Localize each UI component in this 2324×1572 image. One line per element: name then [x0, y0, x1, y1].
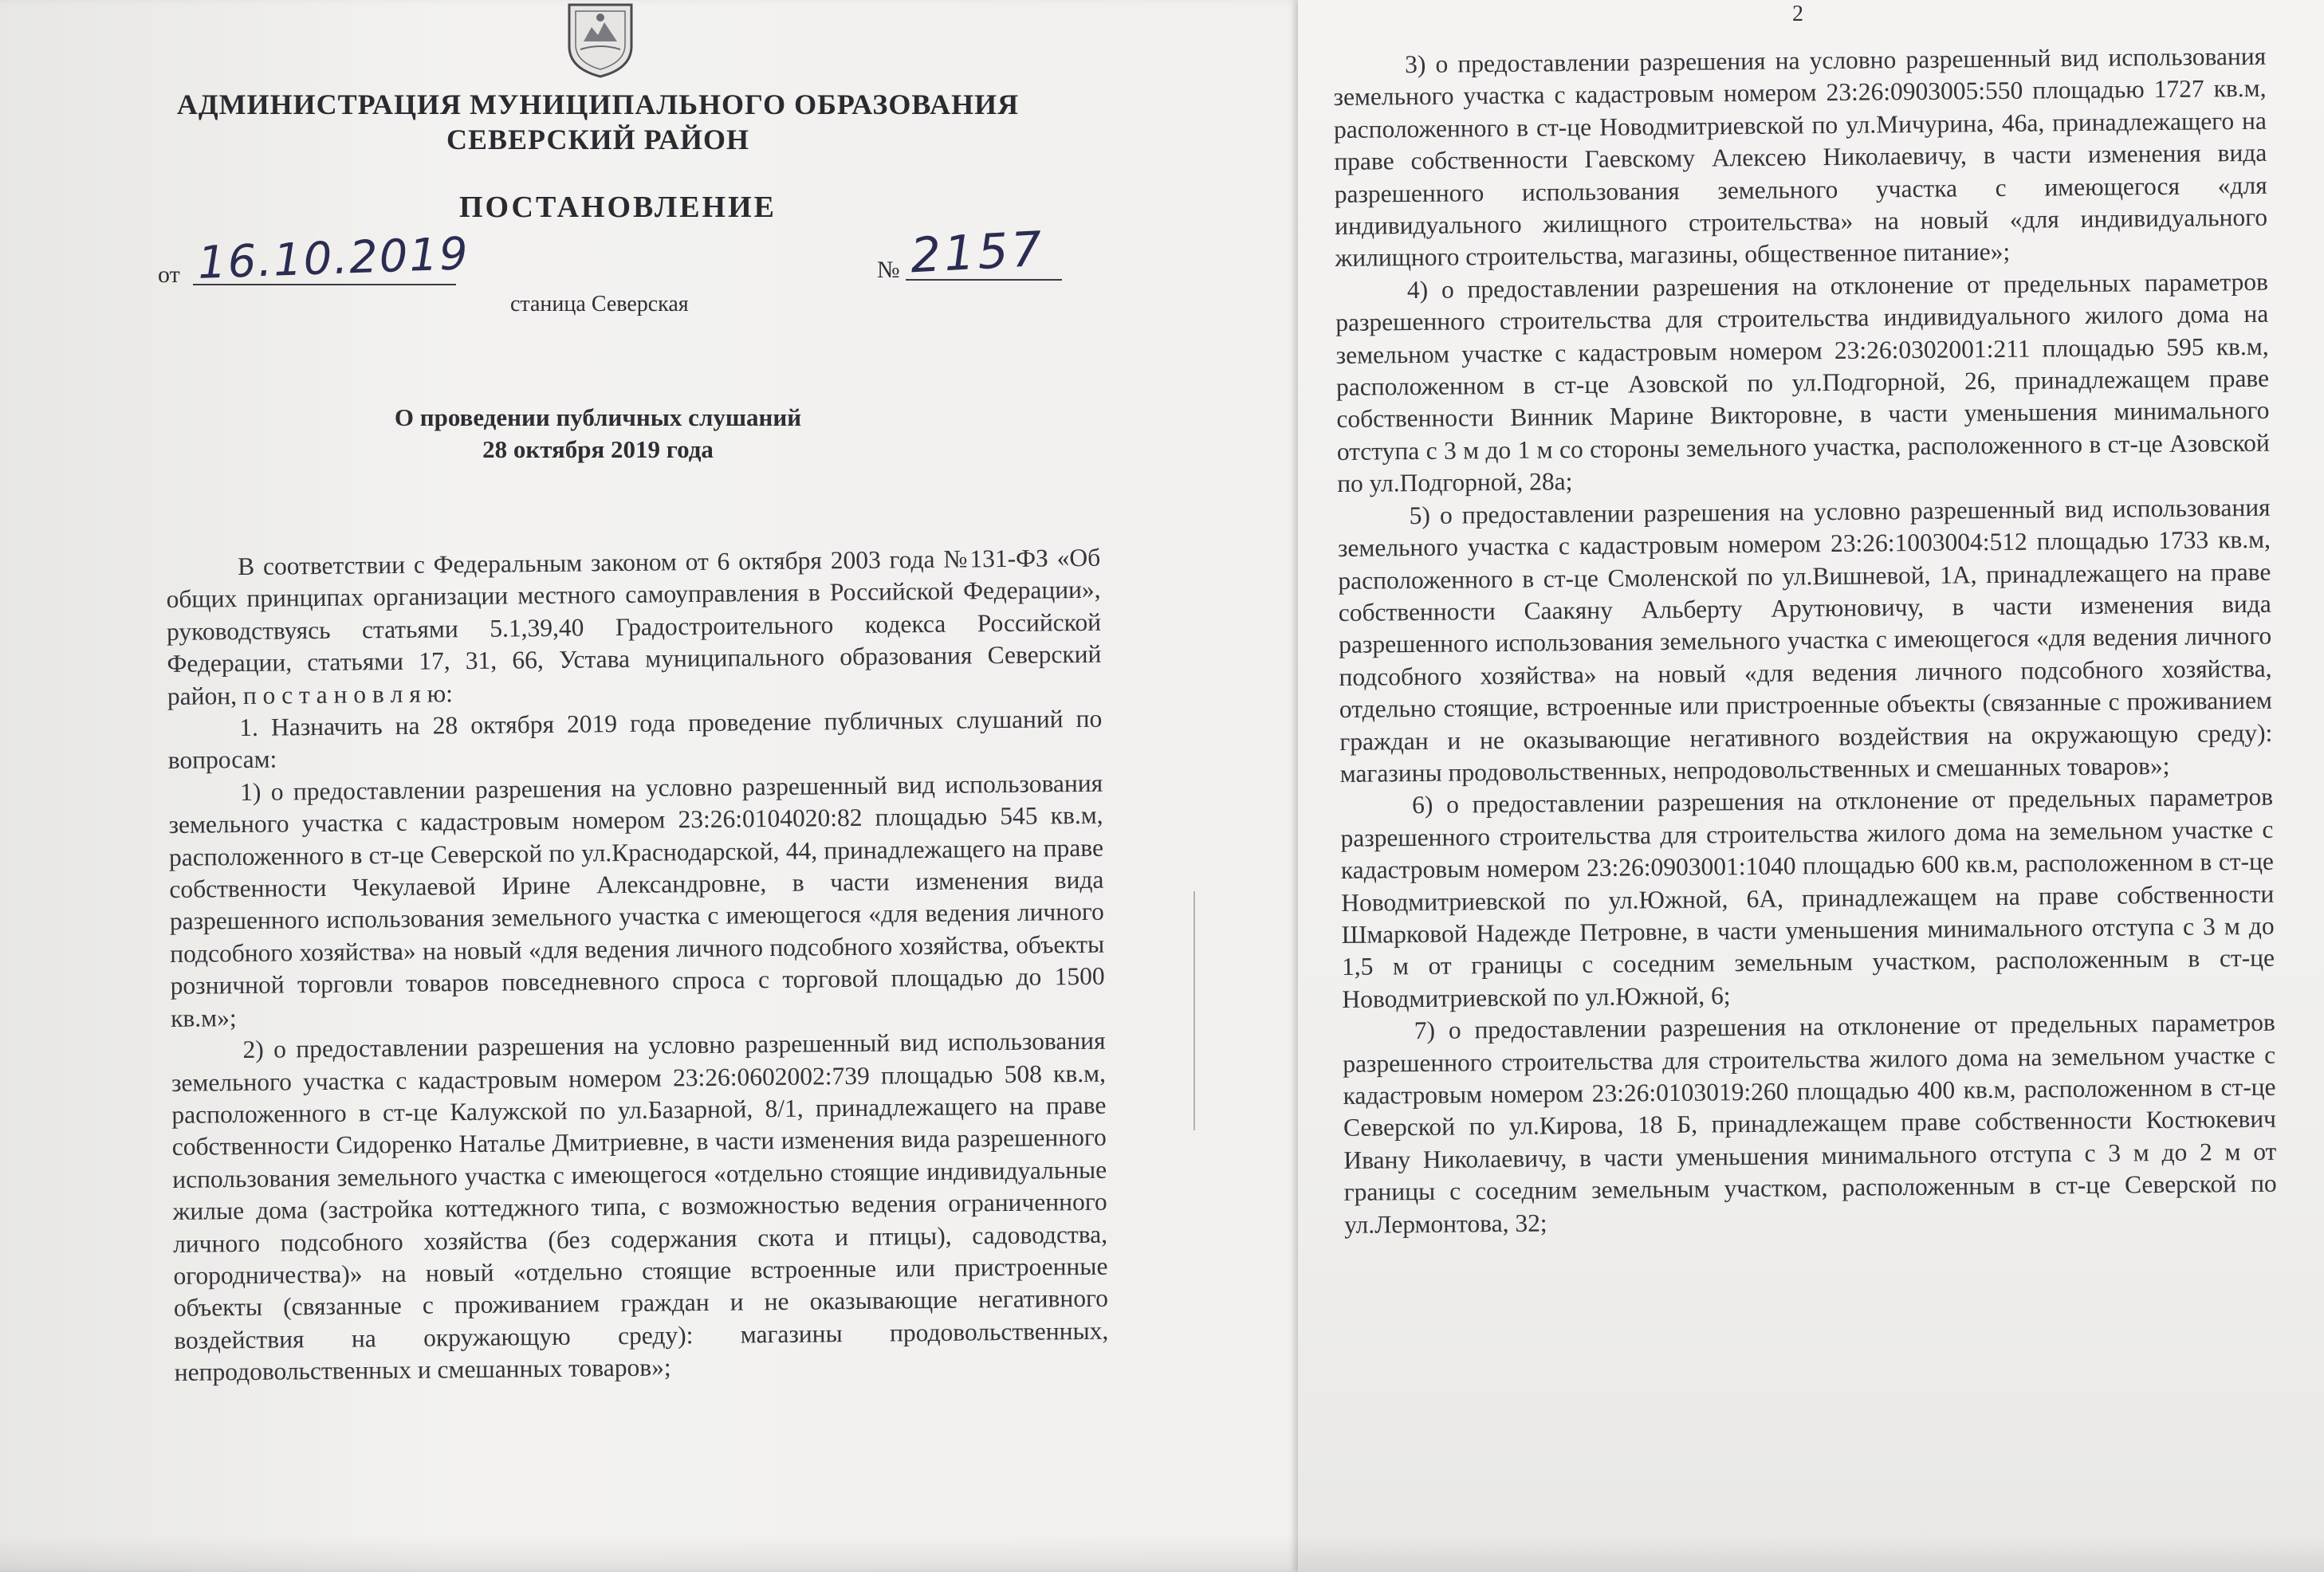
paragraph-question-1: 1) о предоставлении разрешения на условно разрешенный вид использования земельного участка с кадастровым номером 23:26:0104020:82 площадью 545 кв.м, расположенного в ст-це Северской по ул.Краснодарской, 44, принадлежащего на праве собственности Чекулаевой Ирине Александровне, в части изменения вида разрешенного использования земельного участка с имеющегося «для ведения личного подсобного хозяйства» на новый «для ведения личного подсобного хозяйства, объекты розничной торговли товаров повседневного спроса с торговой площадью до 1500 кв.м»;: [168, 768, 1105, 1032]
paragraph-question-6: 6) о предоставлении разрешения на отклонение от предельных параметров разрешенного строительства для строительства жилого дома на земельном участке с кадастровым номером 23:26:0903001:1040 площадью 600 кв.м, расположенном в ст-це Новодмитриевской по ул.Южной, 6А, принадлежащем на праве собственности Шмарковой Надежде Петровне, в части уменьшения минимального отступа с 3 м до 1,5 м от границы с соседним земельным участком, расположенным в ст-це Новодмитриевской по ул.Южной, 6;: [1340, 783, 2275, 1013]
document-page-2: [1298, 0, 2324, 1572]
date-prefix: от: [158, 261, 180, 288]
paper-fold-mark: [1193, 891, 1195, 1130]
page-shadow: [1298, 1535, 2324, 1572]
number-sign: №: [877, 257, 900, 283]
organization-name-line-2: СЕВЕРСКИЙ РАЙОН: [446, 124, 749, 155]
page-number: 2: [1792, 2, 1803, 26]
place-of-issue: станица Северская: [510, 292, 689, 316]
paragraph-question-4: 4) о предоставлении разрешения на отклонение от предельных параметров разрешенного строительства для строительства индивидуального жилого дома на земельном участке с кадастровым номером 23:26:0302001:211 площадью 595 кв.м, расположенном в ст-це Азовской по ул.Подгорной, 26, принадлежащем праве собственности Винник Марине Викторовне, в части уменьшения минимального отступа с 3 м до 1 м со стороны земельного участка, расположенного в ст-це Азовской по ул.Подгорной, 28а;: [1335, 267, 2270, 498]
paragraph-question-7: 7) о предоставлении разрешения на отклонение от предельных параметров разрешенного строительства для строительства жилого дома на земельном участке с кадастровым номером 23:26:0103019:260 площадью 400 кв.м, расположенном в ст-це Северской по ул.Кирова, 18 Б, принадлежащем праве собственности Костюкевич Ивану Николаевичу, в части уменьшения минимального отступа с 3 м до 2 м от границы с соседним земельным участком, расположенным в ст-це Северской по ул.Лермонтова, 32;: [1343, 1008, 2277, 1239]
coat-of-arms-emblem: [566, 0, 635, 78]
handwritten-date: 16.10.2019: [196, 228, 470, 289]
paragraph-question-3: 3) о предоставлении разрешения на условно разрешенный вид использования земельного участка с кадастровым номером 23:26:0903005:550 площадью 1727 кв.м, расположенного в ст-це Новодмитриевской по ул.Мичурина, 46а, принадлежащего на праве собственности Гаевскому Алексею Николаевичу, в части изменения вида разрешенного использования земельного участка с имеющегося «для индивидуального жилищного строительства» на новый «для индивидуального жилищного строительства, магазины, общественное питание»;: [1333, 41, 2268, 273]
paragraph-question-2: 2) о предоставлении разрешения на условно разрешенный вид использования земельного участка с кадастровым номером 23:26:0602002:739 площадью 508 кв.м, расположенного в ст-це Калужской по ул.Базарной, 8/1, принадлежащего на праве собственности Сидоренко Наталье Дмитриевне, в части изменения вида разрешенного использования земельного участка с имеющегося «отдельно стоящие индивидуальные жилые дома (застройка коттеджного типа, с возможностью ведения ограниченного личного подсобного хозяйства (без содержания скота и птицы), садоводства, огородничества)» на новый «отдельно стоящие встроенные или пристроенные объекты (связанные с проживанием граждан и не оказывающие негативного воздействия на окружающую среду): магазины продовольственных, непродовольственных и смешанных товаров»;: [171, 1026, 1109, 1387]
paragraph-item-1-decision: 1. Назначить на 28 октября 2019 года проведение публичных слушаний по вопросам:: [167, 704, 1103, 775]
subject-line-2: 28 октября 2019 года: [482, 435, 714, 463]
paragraph-question-5: 5) о предоставлении разрешения на условно разрешенный вид использования земельного участка с кадастровым номером 23:26:1003004:512 площадью 1733 кв.м, расположенного в ст-це Смоленской по ул.Вишневой, 1А, принадлежащего на праве собственности Саакяну Альберту Арутюновичу, в части изменения вида разрешенного использования земельного участка с имеющегося «для ведения личного подсобного хозяйства» на новый «для ведения личного подсобного хозяйства, отдельно стоящие, встроенные или пристроенные объекты (связанные с проживанием граждан и не оказывающие негативного воздействия на окружающую среду): магазины продовольственных, непродовольственных и смешанных товаров»;: [1337, 493, 2273, 788]
paragraph-preamble: В соответствии с Федеральным законом от 6 октября 2003 года №131-ФЗ «Об общих принципах организации местного самоуправления в Российской Федерации», руководствуясь статьями 5.1,39,40 Градостроительного кодекса Российской Федерации, статьями 17, 31, 66, Устава муниципального образования Северский район, п о с т а н о в л я ю:: [166, 543, 1102, 710]
page-1-body: [166, 542, 1109, 1389]
subject-line-1: О проведении публичных слушаний: [394, 403, 802, 431]
page-shadow: [0, 1535, 1307, 1572]
document-type-title: ПОСТАНОВЛЕНИЕ: [458, 191, 777, 224]
page-2-body: [1333, 41, 2277, 1241]
handwritten-document-number: 2157: [909, 221, 1047, 285]
organization-name-line-1: АДМИНИСТРАЦИЯ МУНИЦИПАЛЬНОГО ОБРАЗОВАНИЯ: [176, 88, 1020, 120]
